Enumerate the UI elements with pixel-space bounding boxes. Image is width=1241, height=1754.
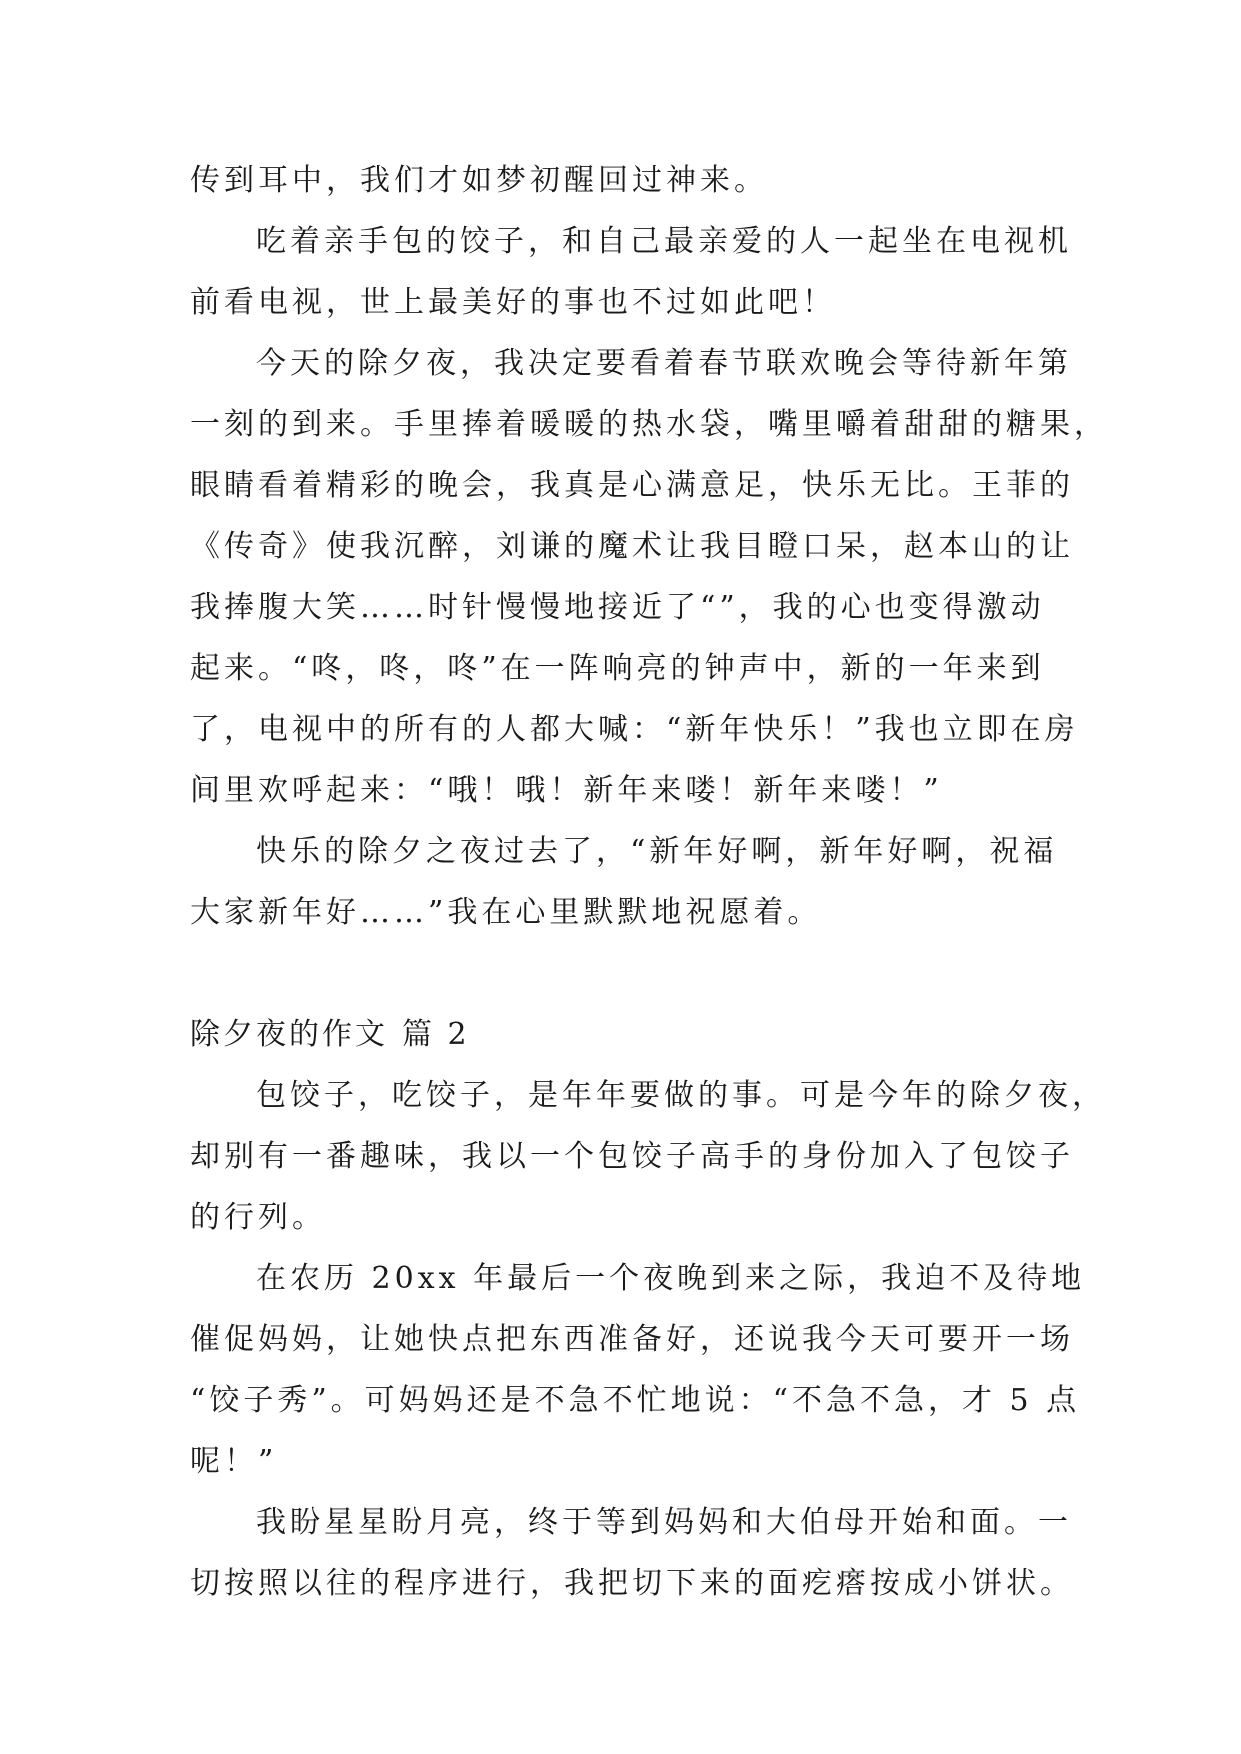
heading-number: 篇 2 [402, 1017, 470, 1052]
paragraph [190, 1248, 1086, 1492]
text-line: 却别有一番趣味，我以一个包饺子高手的身份加入了包饺子 [190, 1139, 1074, 1174]
text-line: 今天的除夕夜，我决定要看着春节联欢晚会等待新年第 [256, 346, 1072, 381]
paragraph [190, 1065, 1106, 1248]
text-line: 前看电视，世上最美好的事也不过如此吧！ [190, 285, 836, 320]
text-line: 起来。“咚，咚，咚”在一阵响亮的钟声中，新的一年来到 [190, 651, 1045, 686]
paragraph [190, 1492, 1074, 1614]
section-heading [190, 1004, 1070, 1065]
text-line: 催促妈妈，让她快点把东西准备好，还说我今天可要开一场 [190, 1322, 1074, 1357]
paragraph [190, 333, 1108, 821]
paragraph [190, 821, 1070, 943]
text-line: 在农历 20xx 年最后一个夜晚到来之际，我迫不及待地 [256, 1261, 1086, 1296]
text-line: 大家新年好……”我在心里默默地祝愿着。 [190, 895, 822, 930]
text-line: 包饺子，吃饺子，是年年要做的事。可是今年的除夕夜， [256, 1078, 1106, 1113]
heading-title: 除夕夜的作文 [190, 1017, 388, 1052]
text-line: 快乐的除夕之夜过去了，“新年好啊，新年好啊，祝福 [256, 834, 1058, 869]
text-line: 切按照以往的程序进行，我把切下来的面疙瘩按成小饼状。 [190, 1566, 1074, 1601]
text-line: 间里欢呼起来：“哦！哦！新年来喽！新年来喽！” [190, 773, 943, 808]
text-line: 一刻的到来。手里捧着暖暖的热水袋，嘴里嚼着甜甜的糖果， [190, 407, 1108, 442]
text-line: 呢！” [190, 1444, 278, 1479]
text-line: “饺子秀”。可妈妈还是不急不忙地说：“不急不急，才 5 点 [190, 1383, 1081, 1418]
document-page [190, 150, 1108, 1614]
text-line: 眼睛看着精彩的晚会，我真是心满意足，快乐无比。王菲的 [190, 468, 1074, 503]
text-line: 的行列。 [190, 1200, 326, 1235]
text-line: 《传奇》使我沉醉，刘谦的魔术让我目瞪口呆，赵本山的让 [190, 529, 1074, 564]
section-spacer [190, 943, 1070, 1004]
paragraph [190, 211, 1070, 333]
text-line: 我盼星星盼月亮，终于等到妈妈和大伯母开始和面。一 [256, 1505, 1072, 1540]
text-line: 吃着亲手包的饺子，和自己最亲爱的人一起坐在电视机 [256, 224, 1072, 259]
text-line: 了，电视中的所有的人都大喊：“新年快乐！”我也立即在房 [190, 712, 1079, 747]
text-line: 我捧腹大笑……时针慢慢地接近了“”，我的心也变得激动 [190, 590, 1045, 625]
text-line: 传到耳中，我们才如梦初醒回过神来。 [190, 163, 768, 198]
paragraph [190, 150, 1070, 211]
